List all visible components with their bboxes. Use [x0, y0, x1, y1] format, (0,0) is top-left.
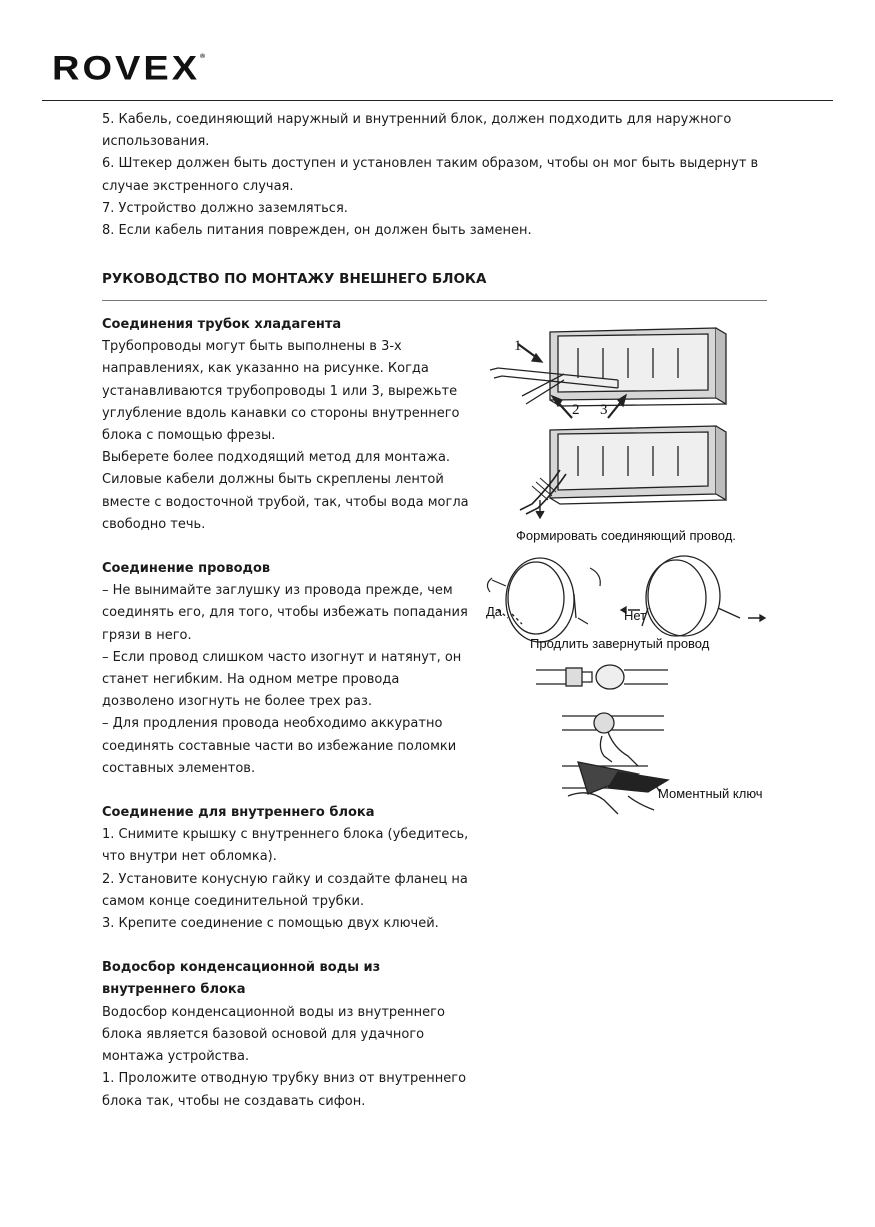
installation-figure	[478, 318, 798, 818]
paragraph: 2. Установите конусную гайку и создайте фланец на самом конце соединительной трубки.	[102, 871, 468, 909]
direction-number-2: 2	[572, 402, 580, 418]
paragraph: Выберете более подходящий метод для монтажа. Силовые кабели должны быть скреплены лентой вместе с водосточной трубой, так, чтобы вода могла свободно течь.	[102, 450, 469, 532]
paragraph: – Если провод слишком часто изогнут и натянут, он станет негибким. На одном метре провода дозволено изогнуть не более трех раз.	[102, 649, 462, 710]
registered-mark: ®	[200, 53, 206, 60]
torque-wrench-illustration	[562, 762, 668, 814]
section-refrigerant-pipes	[102, 314, 472, 536]
logo-text: ROVEX	[52, 50, 201, 88]
paragraph: 1. Проложите отводную трубку вниз от внутреннего блока так, чтобы не создавать сифон.	[102, 1071, 467, 1109]
direction-number-3: 3	[600, 402, 608, 418]
pipe-nut-hand-illustration	[562, 713, 664, 766]
section-title: РУКОВОДСТВО ПО МОНТАЖУ ВНЕШНЕГО БЛОКА	[102, 271, 487, 287]
header-divider	[42, 100, 833, 101]
safety-item-5: 5. Кабель, соединяющий наружный и внутренний блок, должен подходить для наружного использования.	[102, 112, 732, 150]
section-divider	[102, 300, 767, 301]
safety-item-6: 6. Штекер должен быть доступен и установлен таким образом, чтобы он мог быть выдернут в случае экстренного случая.	[102, 156, 759, 194]
indoor-unit-top-illustration	[490, 328, 726, 418]
paragraph: 1. Снимите крышку с внутреннего блока (убедитесь, что внутри нет обломка).	[102, 827, 469, 865]
indoor-unit-bottom-illustration	[520, 426, 726, 518]
coiled-pipe-no-illustration	[621, 556, 765, 636]
section-heading: Соединение проводов	[102, 561, 271, 577]
flare-fitting-illustration	[536, 665, 668, 689]
extend-wire-caption: Продлить завернутый провод	[530, 636, 710, 651]
installation-illustrations	[478, 318, 798, 818]
section-wire-connection	[102, 558, 472, 780]
direction-number-1: 1	[514, 338, 522, 354]
paragraph: Водосбор конденсационной воды из внутреннего блока является базовой основой для удачного монтажа устройства.	[102, 1004, 445, 1065]
paragraph: 3. Крепите соединение с помощью двух ключей.	[102, 916, 439, 932]
safety-item-8: 8. Если кабель питания поврежден, он должен быть заменен.	[102, 223, 532, 239]
safety-list	[102, 109, 782, 242]
brand-logo	[52, 50, 205, 89]
no-label: Нет	[624, 608, 647, 623]
section-indoor-connection	[102, 802, 472, 935]
coiled-pipe-yes-illustration	[487, 558, 600, 642]
section-heading: Соединения трубок хладагента	[102, 317, 342, 332]
section-heading: Водосбор конденсационной воды из внутреннего блока	[102, 960, 381, 998]
safety-item-7: 7. Устройство должно заземляться.	[102, 200, 348, 216]
paragraph: Трубопроводы могут быть выполнены в 3-х направлениях, как указанно на рисунке. Когда устанавливаются трубопроводы 1 или 3, вырежьте углубление вдоль канавки со стороны внутреннего блока с помощью фрезы.	[102, 339, 460, 444]
paragraph: – Не вынимайте заглушку из провода прежде, чем соединять его, для того, чтобы избежать попадания грязи в него.	[102, 583, 468, 643]
instructions-column	[102, 314, 472, 1113]
form-wire-caption: Формировать соединяющий провод.	[516, 528, 736, 543]
section-condensate-drain	[102, 957, 472, 1112]
torque-wrench-caption: Моментный ключ	[658, 786, 763, 801]
paragraph: – Для продления провода необходимо аккуратно соединять составные части во избежание поломки составных элементов.	[102, 716, 457, 776]
yes-label: Да	[486, 604, 503, 619]
section-heading: Соединение для внутреннего блока	[102, 805, 375, 821]
